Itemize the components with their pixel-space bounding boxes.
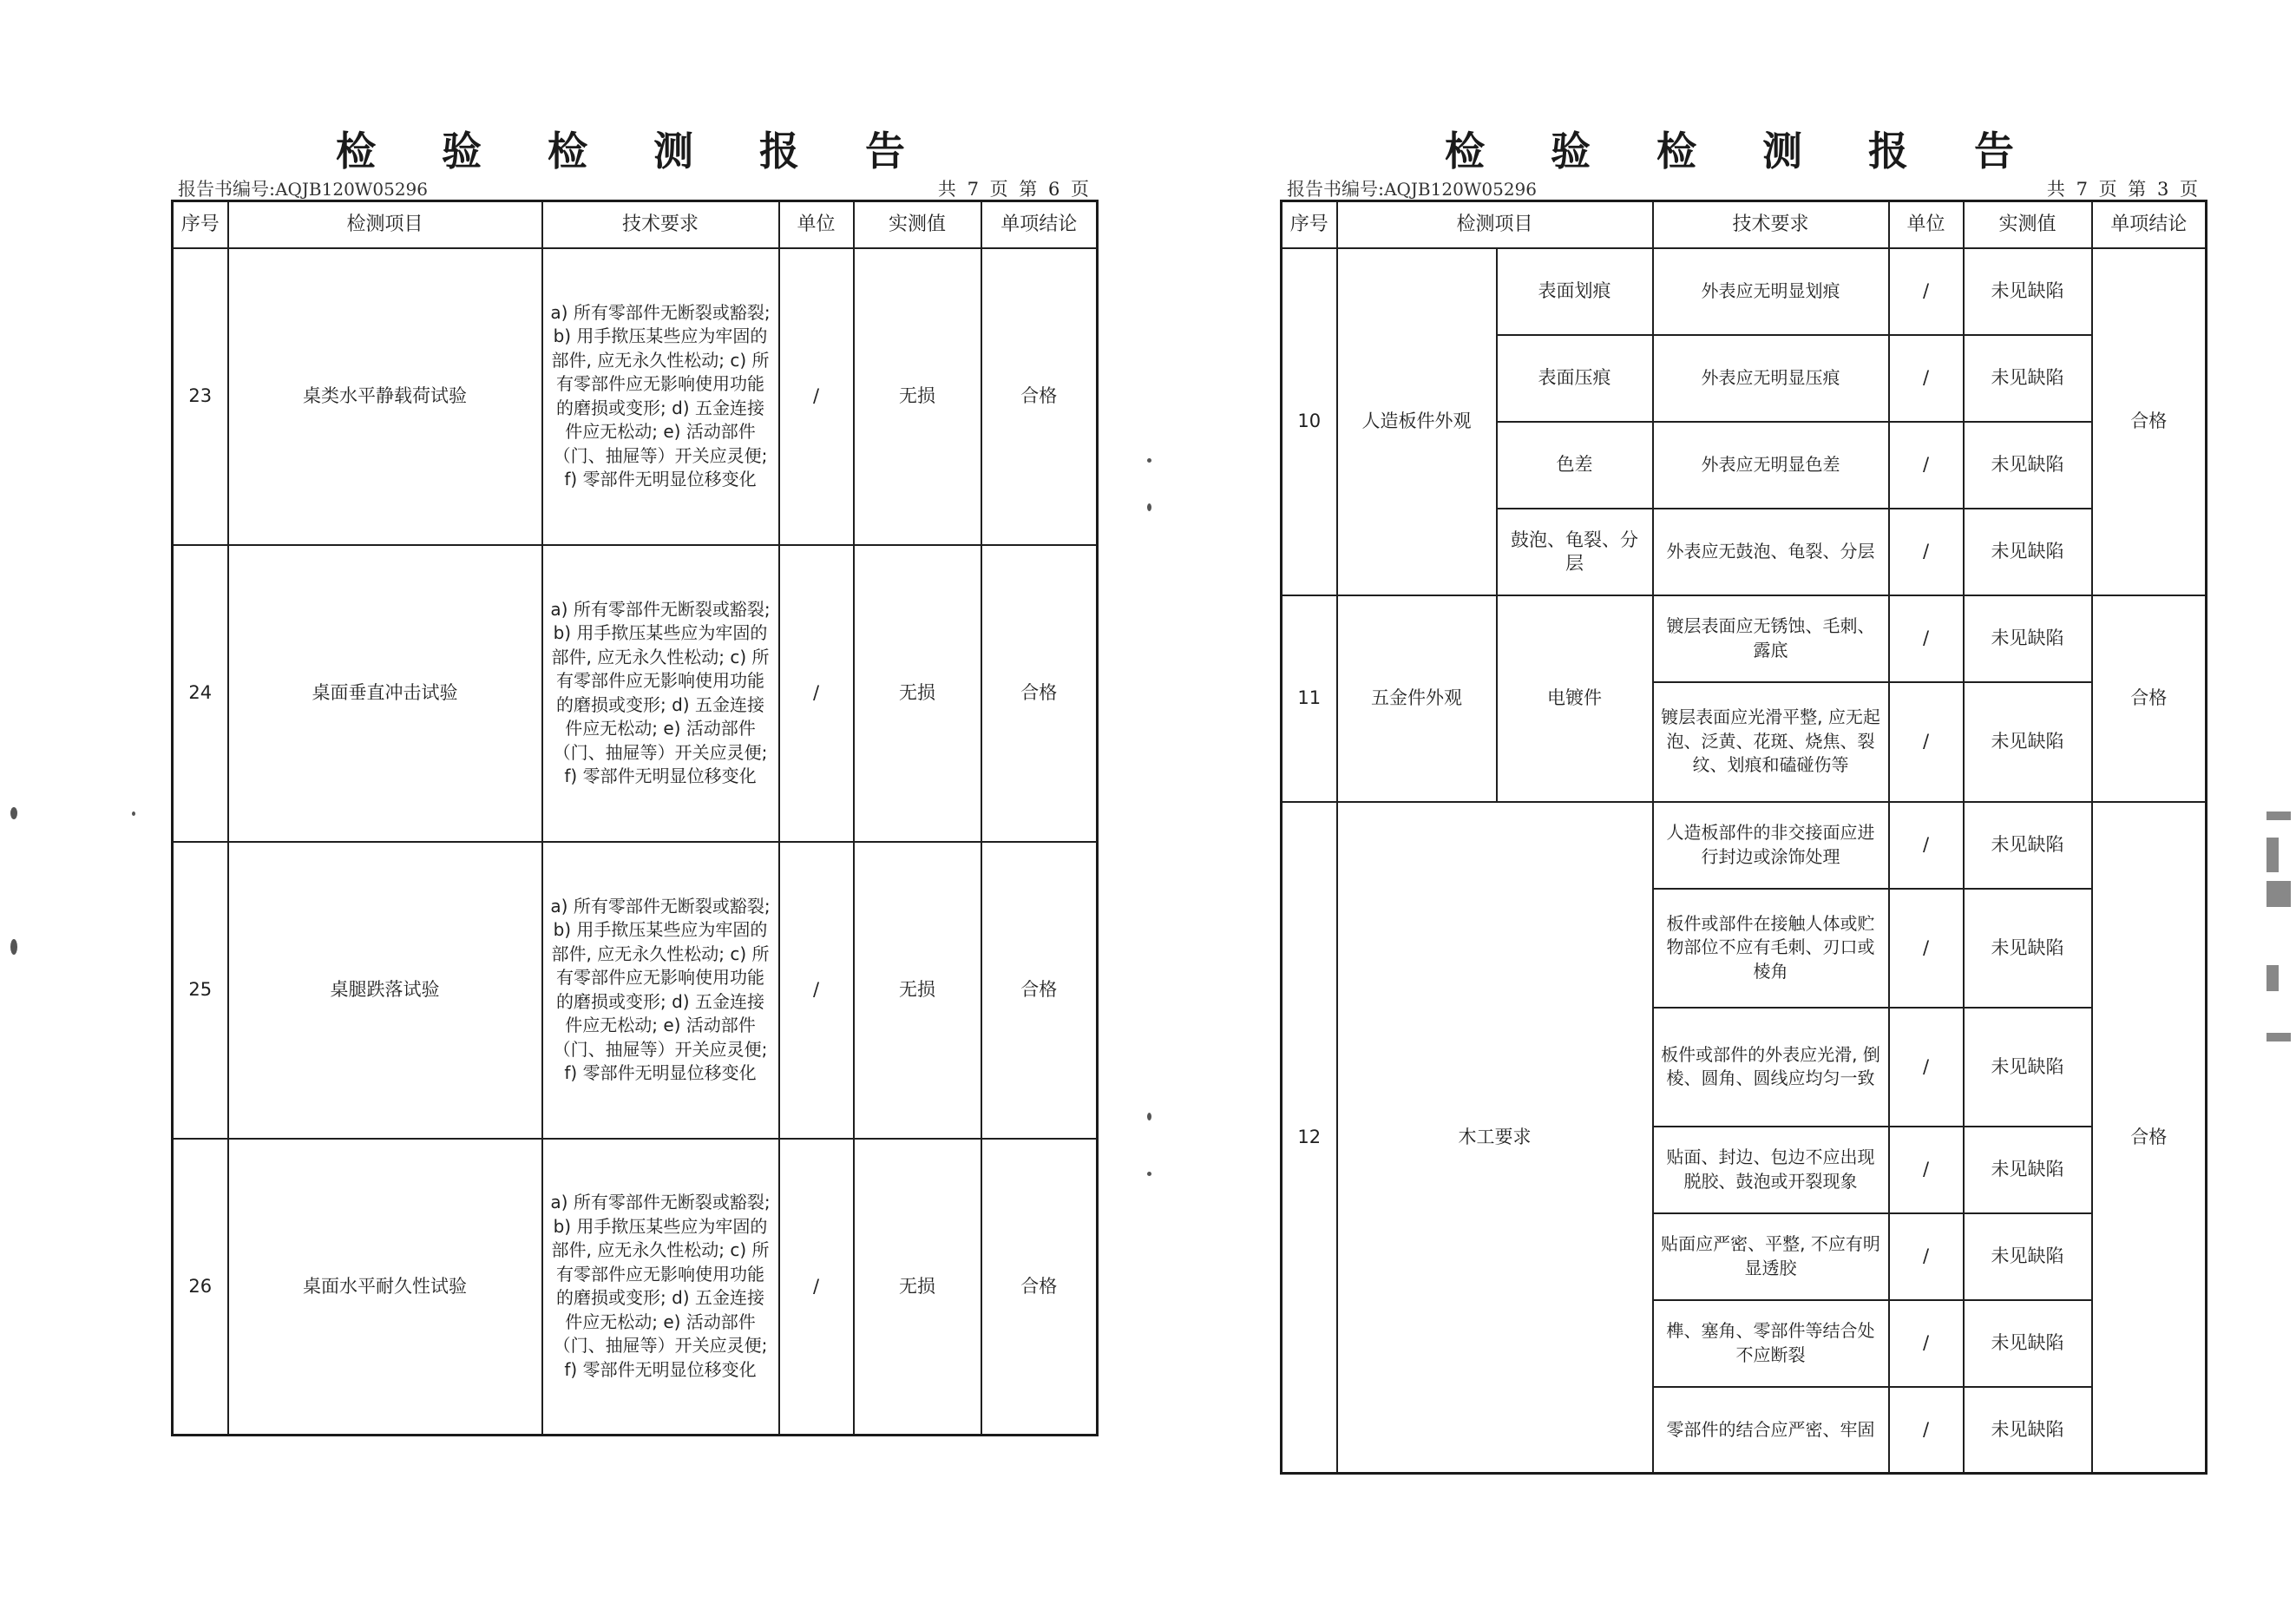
unit: /: [1889, 1300, 1964, 1387]
row-number: 25: [173, 842, 228, 1139]
table-header-row: [1282, 201, 2207, 248]
unit: /: [1889, 682, 1964, 802]
requirement: 零部件的结合应严密、牢固: [1653, 1387, 1889, 1474]
header-cell: 实测值: [854, 201, 981, 248]
measured-value: 未见缺陷: [1964, 802, 2092, 889]
conclusion: 合格: [981, 248, 1098, 545]
results-table: [171, 200, 1099, 1436]
report-number: [178, 175, 428, 201]
scan-edge-mark: [2266, 838, 2279, 872]
requirement: a) 所有零部件无断裂或豁裂; b) 用手揿压某些应为牢固的部件, 应无永久性松动; c) 所有零部件应无影响使用功能的磨损或变形; d) 五金连接件应无松动; e) 活动部件（门、抽屉等）开关应灵便; f) 零部件无明显位移变化: [542, 248, 779, 545]
measured-value: 未见缺陷: [1964, 509, 2092, 595]
test-item: 桌腿跌落试验: [228, 842, 542, 1139]
sub-item: 鼓泡、龟裂、分层: [1497, 509, 1653, 595]
unit: /: [1889, 802, 1964, 889]
unit: /: [779, 842, 854, 1139]
requirement: 镀层表面应光滑平整, 应无起泡、泛黄、花斑、烧焦、裂纹、划痕和磕碰伤等: [1653, 682, 1889, 802]
unit: /: [1889, 595, 1964, 682]
measured-value: 无损: [854, 545, 981, 842]
report-number-label: 报告书编号:: [178, 179, 276, 200]
measured-value: 未见缺陷: [1964, 1127, 2092, 1213]
page-title: 检 验 检 测 报 告: [335, 128, 932, 174]
sub-item: 表面压痕: [1497, 335, 1653, 422]
measured-value: 未见缺陷: [1964, 595, 2092, 682]
table-row: [173, 248, 1098, 545]
conclusion: 合格: [981, 545, 1098, 842]
measured-value: 未见缺陷: [1964, 422, 2092, 509]
report-number-value: AQJB120W05296: [275, 179, 428, 200]
measured-value: 无损: [854, 248, 981, 545]
test-item: 木工要求: [1337, 802, 1653, 1474]
requirement: 板件或部件在接触人体或贮物部位不应有毛刺、刃口或棱角: [1653, 889, 1889, 1008]
header-cell: 技术要求: [542, 201, 779, 248]
header-cell: 单位: [779, 201, 854, 248]
header-cell: 序号: [173, 201, 228, 248]
measured-value: 未见缺陷: [1964, 1387, 2092, 1474]
conclusion: 合格: [2092, 595, 2207, 802]
requirement: a) 所有零部件无断裂或豁裂; b) 用手揿压某些应为牢固的部件, 应无永久性松动; c) 所有零部件应无影响使用功能的磨损或变形; d) 五金连接件应无松动; e) 活动部件（门、抽屉等）开关应灵便; f) 零部件无明显位移变化: [542, 842, 779, 1139]
row-number: 10: [1282, 248, 1337, 595]
scan-speck: [1147, 1113, 1151, 1120]
table-row: [173, 842, 1098, 1139]
unit: /: [1889, 248, 1964, 335]
row-number: 26: [173, 1139, 228, 1436]
unit: /: [1889, 1008, 1964, 1127]
measured-value: 未见缺陷: [1964, 889, 2092, 1008]
sub-item: 电镀件: [1497, 595, 1653, 802]
measured-value: 未见缺陷: [1964, 1008, 2092, 1127]
row-number: 12: [1282, 802, 1337, 1474]
row-number: 23: [173, 248, 228, 545]
header-cell: 技术要求: [1653, 201, 1889, 248]
conclusion: 合格: [2092, 248, 2207, 595]
conclusion: 合格: [981, 1139, 1098, 1436]
requirement: 榫、塞角、零部件等结合处不应断裂: [1653, 1300, 1889, 1387]
unit: /: [1889, 422, 1964, 509]
requirement: 贴面、封边、包边不应出现脱胶、鼓泡或开裂现象: [1653, 1127, 1889, 1213]
requirement: 外表应无明显压痕: [1653, 335, 1889, 422]
header-cell: 实测值: [1964, 201, 2092, 248]
table-row: [1282, 802, 2207, 889]
header-cell: 序号: [1282, 201, 1337, 248]
report-number-label: 报告书编号:: [1287, 179, 1385, 200]
scan-speck: [1147, 503, 1151, 511]
page-info: 共 7 页 第 3 页: [2046, 179, 2198, 200]
test-item: 人造板件外观: [1337, 248, 1497, 595]
requirement: 外表应无鼓泡、龟裂、分层: [1653, 509, 1889, 595]
header-cell: 检测项目: [1337, 201, 1653, 248]
row-number: 11: [1282, 595, 1337, 802]
scan-speck: [1147, 1172, 1151, 1176]
unit: /: [1889, 1127, 1964, 1213]
measured-value: 未见缺陷: [1964, 682, 2092, 802]
sub-item: 色差: [1497, 422, 1653, 509]
report-number-value: AQJB120W05296: [1384, 179, 1537, 200]
row-number: 24: [173, 545, 228, 842]
scan-edge-mark: [2266, 1033, 2291, 1041]
scan-edge-mark: [2266, 881, 2291, 907]
unit: /: [1889, 509, 1964, 595]
scan-edge-mark: [2266, 812, 2291, 820]
unit: /: [1889, 335, 1964, 422]
header-cell: 单位: [1889, 201, 1964, 248]
measured-value: 无损: [854, 1139, 981, 1436]
results-table: [1280, 200, 2207, 1475]
measured-value: 未见缺陷: [1964, 335, 2092, 422]
table-row: [173, 545, 1098, 842]
table-row: [1282, 595, 2207, 682]
scan-speck: [1147, 458, 1151, 463]
unit: /: [1889, 1213, 1964, 1300]
page-title: 检 验 检 测 报 告: [1444, 128, 2041, 174]
header-cell: 单项结论: [981, 201, 1098, 248]
requirement: 外表应无明显划痕: [1653, 248, 1889, 335]
header-cell: 单项结论: [2092, 201, 2207, 248]
measured-value: 无损: [854, 842, 981, 1139]
scan-speck: [10, 807, 17, 819]
scan-edge-mark: [2266, 965, 2279, 991]
unit: /: [1889, 1387, 1964, 1474]
unit: /: [1889, 889, 1964, 1008]
measured-value: 未见缺陷: [1964, 248, 2092, 335]
test-item: 桌面垂直冲击试验: [228, 545, 542, 842]
unit: /: [779, 545, 854, 842]
sub-item: 表面划痕: [1497, 248, 1653, 335]
measured-value: 未见缺陷: [1964, 1213, 2092, 1300]
table-header-row: [173, 201, 1098, 248]
requirement: 镀层表面应无锈蚀、毛刺、露底: [1653, 595, 1889, 682]
requirement: a) 所有零部件无断裂或豁裂; b) 用手揿压某些应为牢固的部件, 应无永久性松动; c) 所有零部件应无影响使用功能的磨损或变形; d) 五金连接件应无松动; e) 活动部件（门、抽屉等）开关应灵便; f) 零部件无明显位移变化: [542, 545, 779, 842]
scan-speck: [132, 812, 135, 816]
requirement: 外表应无明显色差: [1653, 422, 1889, 509]
requirement: 贴面应严密、平整, 不应有明显透胶: [1653, 1213, 1889, 1300]
unit: /: [779, 248, 854, 545]
page-info: 共 7 页 第 6 页: [937, 179, 1089, 200]
test-item: 桌面水平耐久性试验: [228, 1139, 542, 1436]
requirement: 板件或部件的外表应光滑, 倒棱、圆角、圆线应均匀一致: [1653, 1008, 1889, 1127]
measured-value: 未见缺陷: [1964, 1300, 2092, 1387]
scan-speck: [10, 939, 17, 955]
report-number: [1287, 175, 1537, 201]
requirement: 人造板部件的非交接面应进行封边或涂饰处理: [1653, 802, 1889, 889]
test-item: 五金件外观: [1337, 595, 1497, 802]
requirement: a) 所有零部件无断裂或豁裂; b) 用手揿压某些应为牢固的部件, 应无永久性松动; c) 所有零部件应无影响使用功能的磨损或变形; d) 五金连接件应无松动; e) 活动部件（门、抽屉等）开关应灵便; f) 零部件无明显位移变化: [542, 1139, 779, 1436]
table-row: [173, 1139, 1098, 1436]
conclusion: 合格: [2092, 802, 2207, 1474]
table-row: [1282, 248, 2207, 335]
header-cell: 检测项目: [228, 201, 542, 248]
unit: /: [779, 1139, 854, 1436]
test-item: 桌类水平静载荷试验: [228, 248, 542, 545]
conclusion: 合格: [981, 842, 1098, 1139]
